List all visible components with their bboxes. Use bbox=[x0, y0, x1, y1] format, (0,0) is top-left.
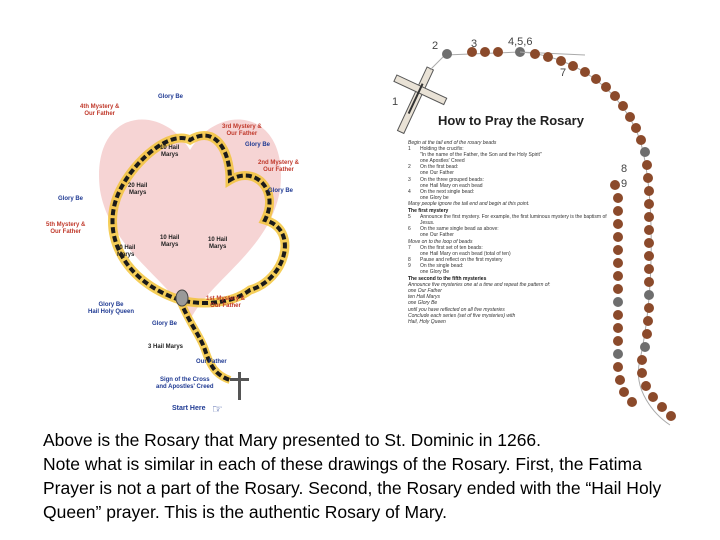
label-10-hail-marys-4: 10 Hail Marys bbox=[208, 237, 228, 250]
label-glory-be-3: Glory Be bbox=[268, 188, 294, 194]
steps-group-b bbox=[408, 214, 613, 238]
step-text: On the first bead: one Our Father bbox=[420, 164, 459, 177]
right-crucifix-icon bbox=[376, 57, 455, 144]
caption-line-1: Above is the Rosary that Mary presented to St. Dominic in 1266. bbox=[43, 430, 542, 450]
caption-text-block bbox=[43, 428, 693, 524]
label-3rd-mystery: 3rd Mystery & Our Father bbox=[222, 124, 262, 137]
instruction-step bbox=[408, 146, 613, 164]
step-number: 3 bbox=[408, 176, 411, 183]
conclude-note: Conclude each series (set of five mysteries) with Hail, Holy Queen bbox=[408, 312, 516, 325]
label-glory-be-left: Glory Be bbox=[58, 196, 84, 202]
step-number: 1 bbox=[408, 146, 411, 153]
left-rosary-illustration bbox=[40, 80, 340, 425]
first-mystery-heading: The first mystery bbox=[408, 208, 449, 215]
rosary-tail-beads-right bbox=[442, 47, 525, 59]
instruction-step bbox=[408, 164, 613, 176]
caption-line-2: Note what is similar in each of these drawings of the Rosary. First, the Fatima Prayer is not a part of the Rosary. Second, the Rosary ended with the “Hail Holy Queen” prayer. This is the authentic Rosary of Mary. bbox=[43, 454, 662, 522]
left-crucifix-icon bbox=[230, 372, 249, 400]
step-number: 2 bbox=[408, 164, 411, 171]
step-number: 6 bbox=[408, 226, 411, 233]
how-to-pray-instructions bbox=[408, 140, 613, 325]
label-5th-mystery: 5th Mystery & Our Father bbox=[46, 222, 86, 235]
number-3: 3 bbox=[471, 38, 478, 50]
label-our-father: Our Father bbox=[196, 359, 227, 365]
step-text: On the single bead: one Glory Be bbox=[420, 262, 464, 275]
pointing-hand-icon: ☞ bbox=[212, 402, 223, 416]
label-10-hail-marys-3: 10 Hail Marys bbox=[160, 235, 180, 248]
number-8: 8 bbox=[621, 163, 628, 175]
number-4-5-6: 4,5,6 bbox=[508, 36, 533, 48]
step-number: 7 bbox=[408, 244, 411, 251]
number-9: 9 bbox=[621, 178, 628, 190]
step-number: 5 bbox=[408, 214, 411, 221]
steps-group-a bbox=[408, 146, 613, 201]
step-text: Holding the crucifix: "In the name of the Father, the Son and the Holy Spirit" one Apostles' Creed bbox=[420, 146, 542, 165]
instruction-step bbox=[408, 263, 613, 275]
label-10-hail-marys-1: 10 Hail Marys bbox=[160, 145, 180, 158]
number-1: 1 bbox=[392, 96, 399, 108]
label-4th-mystery: 4th Mystery & Our Father bbox=[80, 104, 120, 117]
step-text: On the three grouped beads: one Hail Mary on each bead bbox=[420, 176, 484, 189]
how-to-pray-title: How to Pray the Rosary bbox=[438, 113, 584, 128]
rosary-medal bbox=[176, 290, 188, 306]
left-rosary-diagram bbox=[40, 80, 340, 425]
second-to-fifth-heading: The second to the fifth mysteries bbox=[408, 276, 487, 283]
ignore-note: Many people ignore the tail end and begin at this point. bbox=[408, 200, 530, 207]
step-number: 9 bbox=[408, 262, 411, 269]
label-3-hail-marys: 3 Hail Marys bbox=[148, 344, 184, 350]
instruction-step bbox=[408, 245, 613, 257]
step-text: On the same single bead as above: one Our Father bbox=[420, 226, 499, 239]
instruction-step bbox=[408, 189, 613, 201]
step-text: Announce the first mystery. For example, the first luminous mystery is the baptism of Jesus. bbox=[420, 214, 607, 227]
instruction-step bbox=[408, 226, 613, 238]
announce-note: Announce five mysteries one at a time and repeat the pattern of: one Our Father ten Hail Marys one Glory Be until you have reflected on all five mysteries bbox=[408, 282, 551, 313]
step-number: 8 bbox=[408, 256, 411, 263]
label-1st-mystery: 1st Mystery & Our Father bbox=[206, 296, 246, 309]
steps-group-c bbox=[408, 245, 613, 275]
label-glory-be-2: Glory Be bbox=[245, 142, 271, 148]
step-text: On the next single bead: one Glory be bbox=[420, 188, 475, 201]
step-number: 4 bbox=[408, 188, 411, 195]
label-glory-be-4: Glory Be bbox=[152, 321, 178, 327]
label-sign-of-the-cross: Sign of the Cross and Apostles' Creed bbox=[156, 377, 214, 390]
label-2nd-mystery: 2nd Mystery & Our Father bbox=[258, 160, 300, 173]
step-text: Pause and reflect on the first mystery bbox=[420, 256, 503, 263]
label-20-hail-marys: 20 Hail Marys bbox=[128, 183, 148, 196]
step-text: On the first set of ten beads: one Hail Mary on each bead (total of ten) bbox=[420, 244, 511, 257]
move-note: Move on to the loop of beads bbox=[408, 238, 473, 245]
label-glory-be-top: Glory Be bbox=[158, 94, 184, 100]
number-2: 2 bbox=[432, 40, 439, 52]
label-start-here: Start Here bbox=[172, 405, 206, 412]
number-7: 7 bbox=[560, 67, 567, 79]
instruction-step bbox=[408, 177, 613, 189]
label-glory-be-hail-holy-queen: Glory Be Hail Holy Queen bbox=[88, 302, 135, 315]
instruction-step bbox=[408, 214, 613, 226]
intro-note: Begin at the tail end of the rosary beads bbox=[408, 140, 497, 146]
label-10-hail-marys-5: 10 Hail Marys bbox=[116, 245, 136, 258]
